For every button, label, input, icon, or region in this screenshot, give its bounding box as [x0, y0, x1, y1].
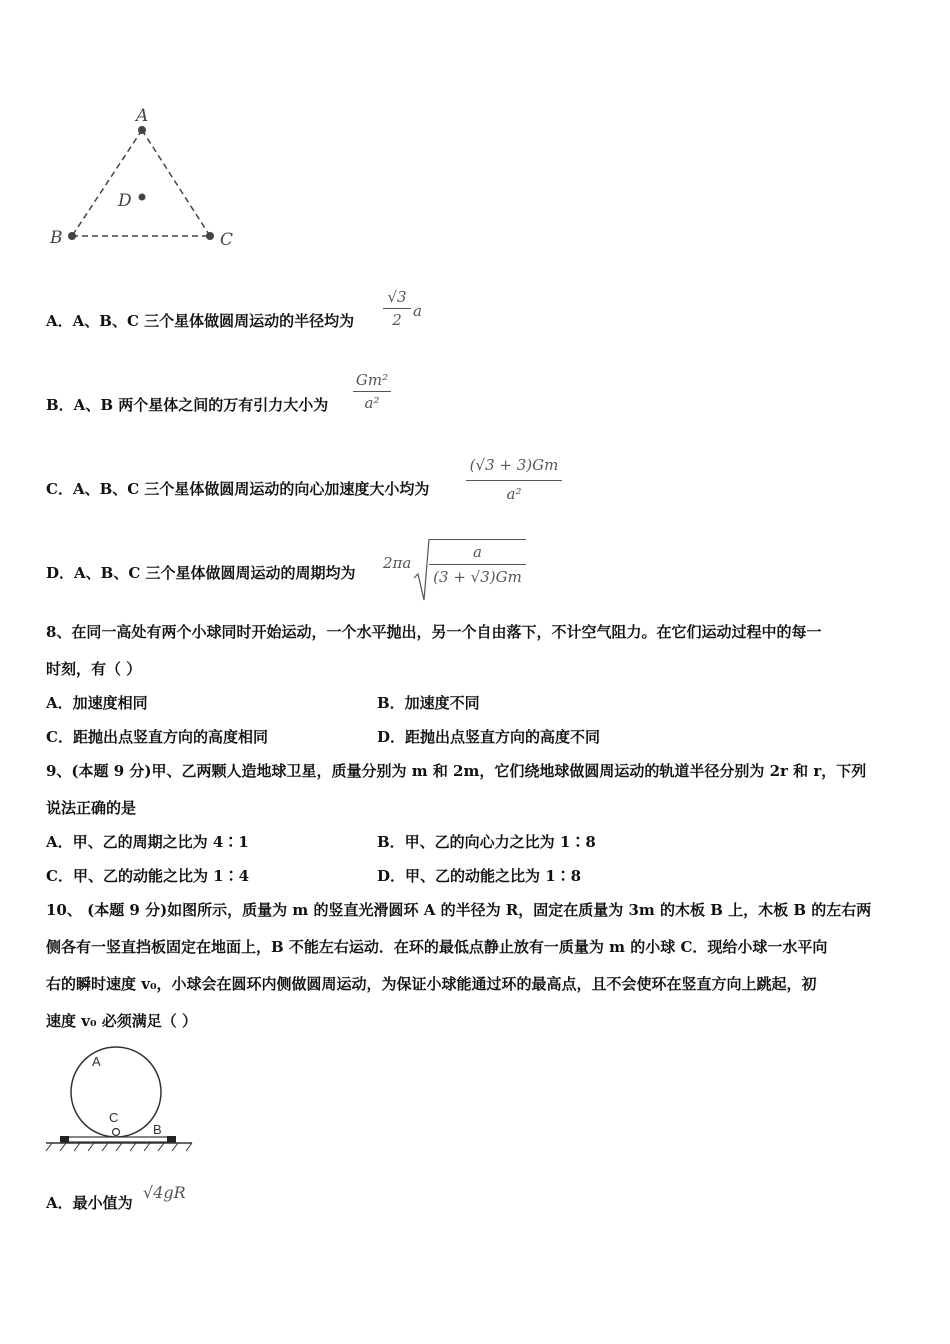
star-c-dot: [206, 232, 214, 240]
label-b: B: [50, 228, 63, 248]
q7-option-a-tail: a: [413, 302, 422, 320]
triangle-figure: [40, 105, 260, 255]
fraction-numerator: √3: [387, 288, 407, 306]
fraction-numerator: a: [473, 543, 482, 561]
q10-stem-line1: 10、 (本题 9 分)如图所示，质量为 m 的竖直光滑圆环 A 的半径为 R，固定在质量为 3m 的木板 B 上，木板 B 的左右两: [46, 901, 872, 919]
label-board-b: B: [153, 1122, 162, 1137]
q8-option-b: B．加速度不同: [377, 694, 480, 712]
star-b-dot: [68, 232, 76, 240]
q7-option-d: [46, 563, 356, 583]
fraction-denominator: (3 + √3)Gm: [429, 564, 526, 586]
q7-option-a: [46, 311, 354, 331]
q7-option-a-fraction: [383, 288, 411, 329]
label-ball-c: C: [109, 1110, 119, 1125]
center-d-dot: [139, 194, 146, 201]
board-b: [68, 1137, 168, 1142]
sqrt-sign-icon: [414, 538, 430, 602]
q9-option-d: D．甲、乙的动能之比为 1∶8: [377, 867, 582, 885]
label-ring-a: A: [92, 1054, 101, 1069]
q7-option-b-fraction: [353, 371, 391, 412]
label-a: A: [136, 106, 149, 126]
label-d: D: [118, 191, 132, 211]
q10-stem-line4: 速度 v₀ 必须满足（ ）: [46, 1012, 197, 1030]
q7-option-d-prefix: 2πa: [383, 554, 412, 572]
right-stopper: [167, 1136, 176, 1143]
q7-option-b: [46, 395, 328, 415]
q7-option-d-text: D．A、B、C 三个星体做圆周运动的周期均为: [46, 564, 356, 582]
fraction-denominator: 2: [383, 308, 411, 329]
q8-stem-line2: 时刻，有（ ）: [46, 660, 142, 678]
q10-stem-line2: 侧各有一竖直挡板固定在地面上，B 不能左右运动．在环的最低点静止放有一质量为 m 的小球 C．现给小球一水平向: [46, 938, 828, 956]
q8-option-a: A．加速度相同: [46, 694, 148, 712]
star-a-dot: [138, 126, 146, 134]
q9-option-b: B．甲、乙的向心力之比为 1∶8: [377, 833, 596, 851]
ring-board-figure: [42, 1042, 202, 1157]
q8-stem-line1: 8、在同一高处有两个小球同时开始运动，一个水平抛出，另一个自由落下，不计空气阻力。在它们运动过程中的每一: [46, 623, 822, 641]
q9-stem-line2: 说法正确的是: [46, 799, 137, 817]
q8-option-d: D．距抛出点竖直方向的高度不同: [377, 728, 601, 746]
q10-option-a-text: A．最小值为: [46, 1194, 133, 1212]
q8-option-c: C．距抛出点竖直方向的高度相同: [46, 728, 268, 746]
left-stopper: [60, 1136, 69, 1143]
ball-c: [113, 1129, 120, 1136]
q10-option-a-math: √4gR: [143, 1183, 186, 1202]
q10-stem-line3: 右的瞬时速度 v₀，小球会在圆环内侧做圆周运动，为保证小球能通过环的最高点，且不会使环在竖直方向上跳起，初: [46, 975, 817, 993]
q9-option-c: C．甲、乙的动能之比为 1∶4: [46, 867, 250, 885]
q9-stem-line1: 9、(本题 9 分)甲、乙两颗人造地球卫星，质量分别为 m 和 2m，它们绕地球做圆周运动的轨道半径分别为 2r 和 r，下列: [46, 762, 867, 780]
q9-option-a: A．甲、乙的周期之比为 4∶1: [46, 833, 249, 851]
fraction-numerator: Gm²: [355, 371, 389, 389]
q7-option-c-fraction: [466, 456, 562, 503]
q7-option-c: [46, 479, 429, 499]
fraction-denominator: a²: [353, 391, 391, 412]
q7-option-d-fraction: [429, 539, 526, 586]
label-c: C: [220, 230, 234, 250]
fraction-denominator: a²: [466, 480, 562, 503]
q7-option-b-text: B．A、B 两个星体之间的万有引力大小为: [46, 396, 329, 414]
q7-option-c-text: C．A、B、C 三个星体做圆周运动的向心加速度大小均为: [46, 480, 430, 498]
fraction-numerator: (√3 + 3)Gm: [469, 456, 559, 474]
q7-option-a-text: A．A、B、C 三个星体做圆周运动的半径均为: [46, 312, 355, 330]
q10-option-a: [46, 1193, 133, 1213]
